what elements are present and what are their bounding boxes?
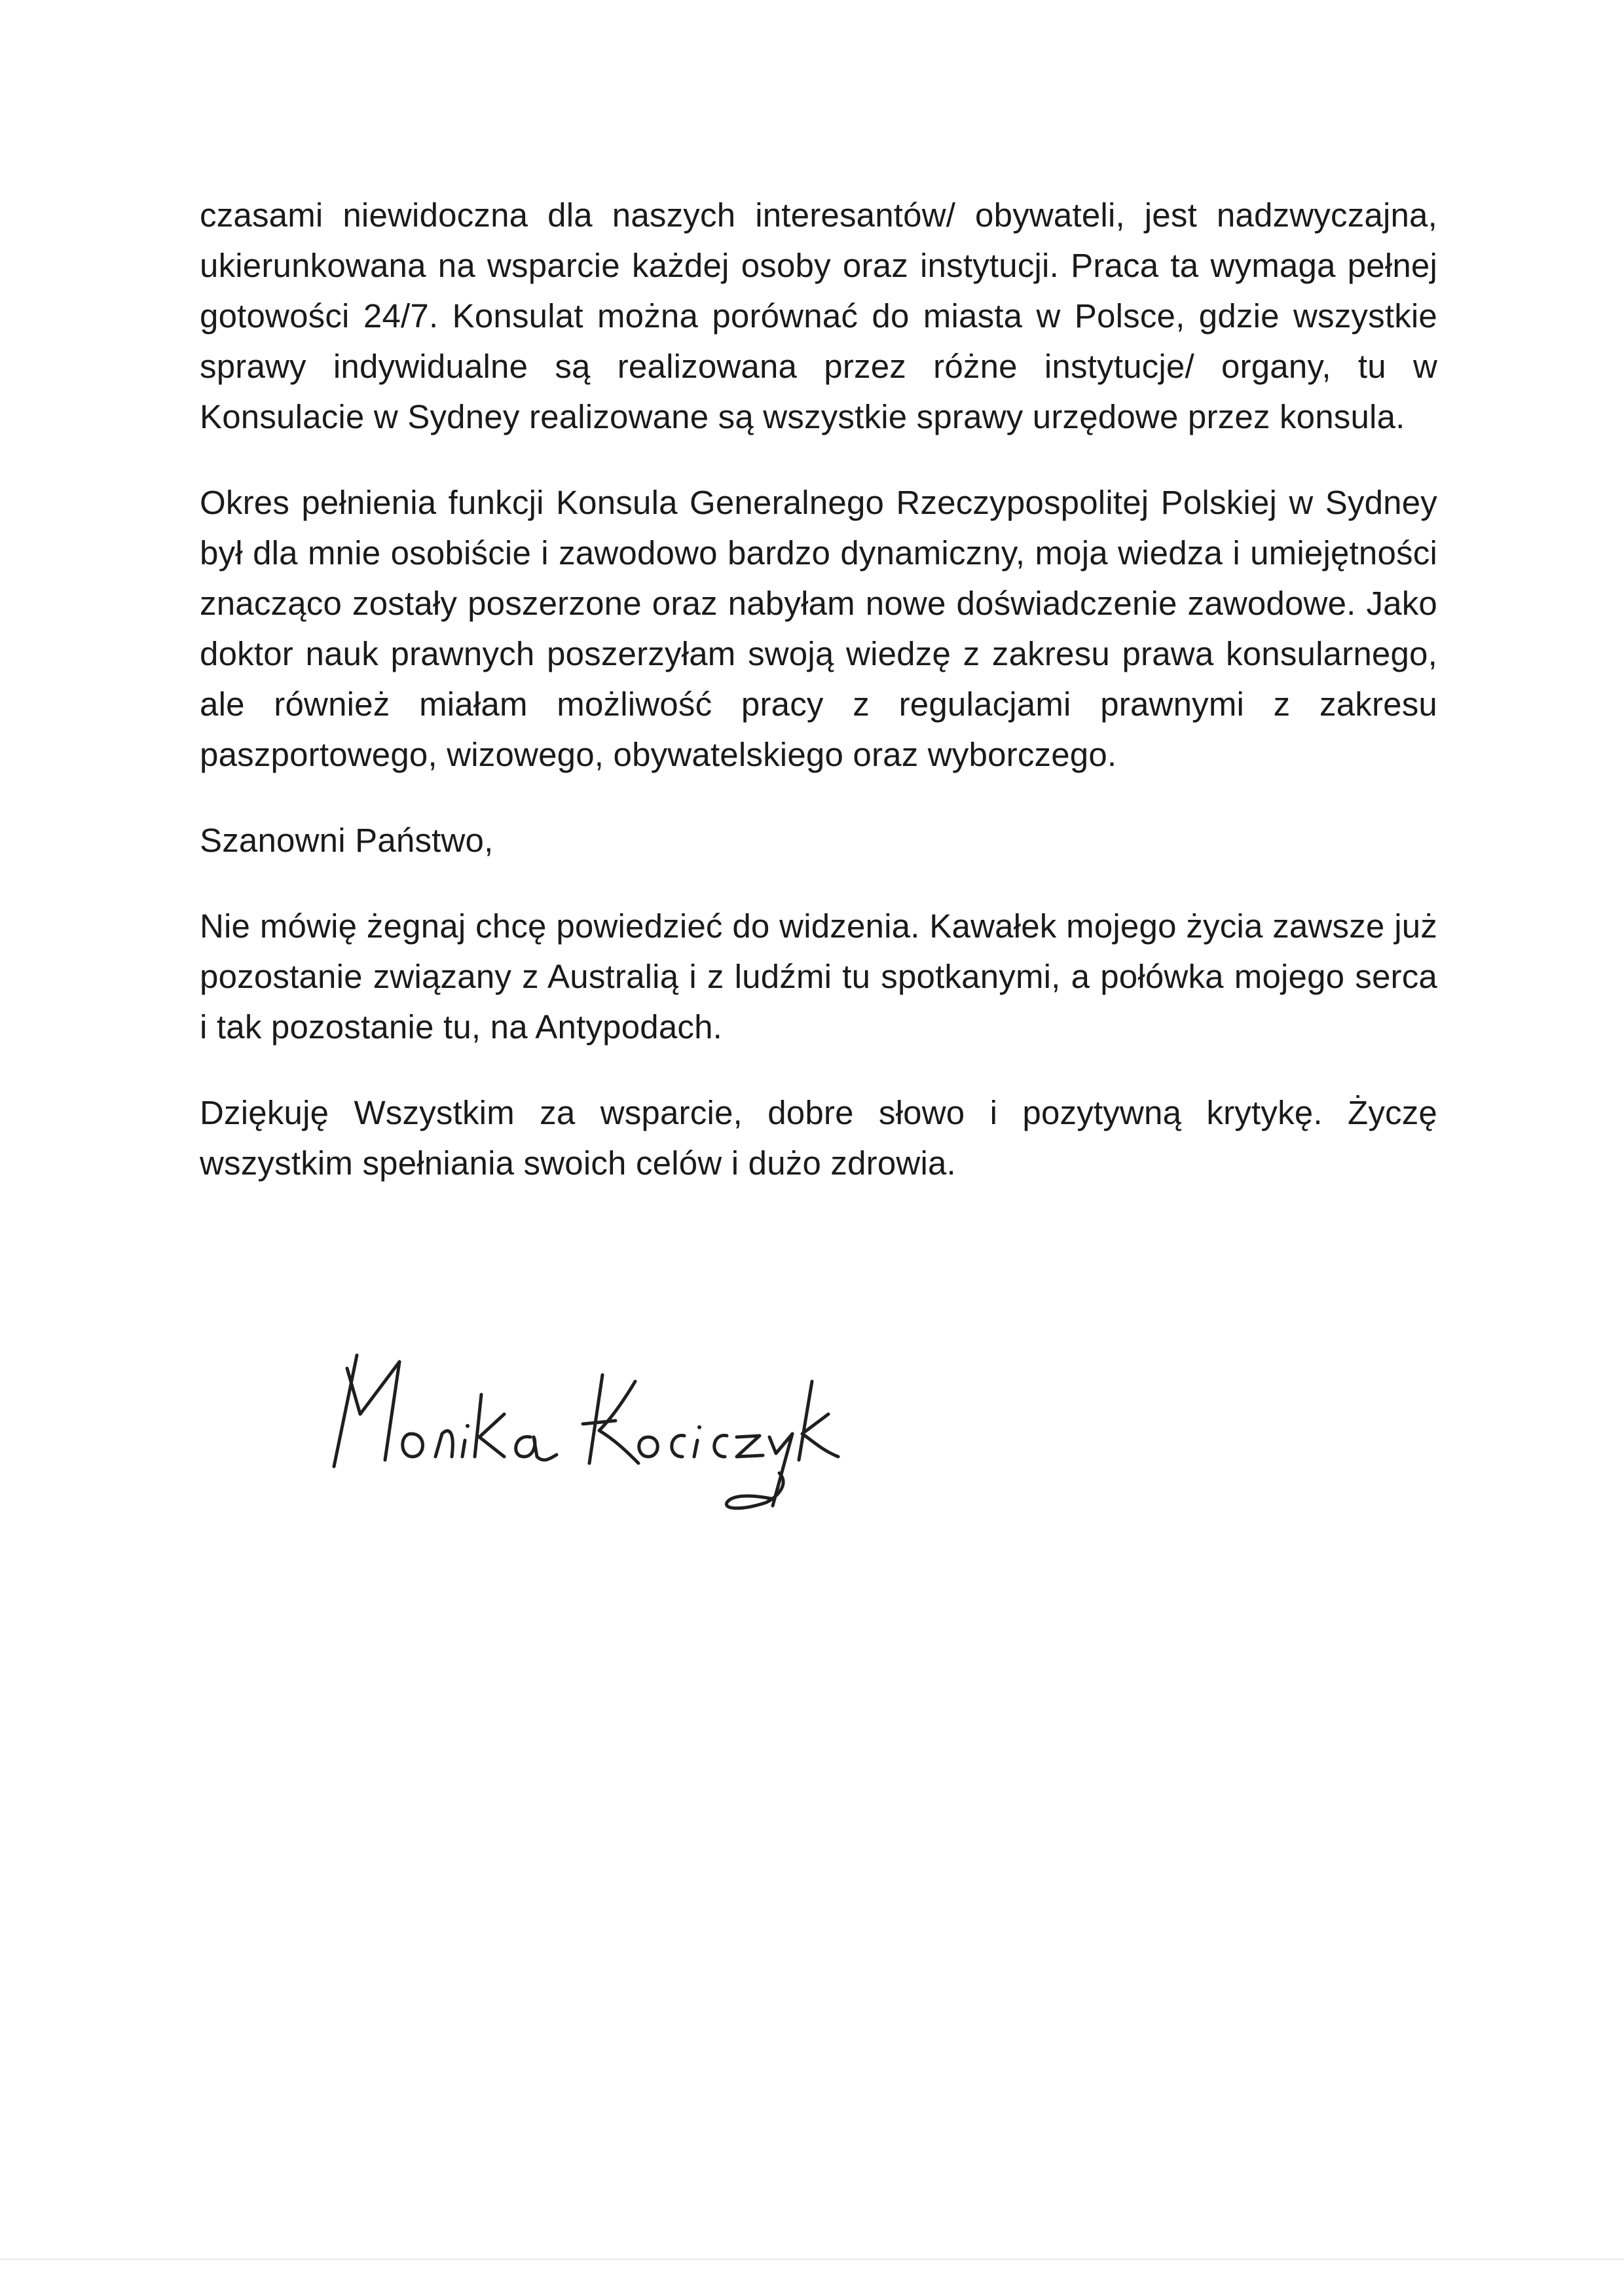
paragraph-farewell: Nie mówię żegnaj chcę powiedzieć do widzenia. Kawałek mojego życia zawsze już pozostanie związany z Australią i z ludźmi tu spotkanymi, a połówka mojego serca i tak pozostanie tu, na Antypodach.: [200, 907, 1437, 1046]
paragraph-thanks: Dziękuję Wszystkim za wsparcie, dobre słowo i pozytywną krytykę. Życzę wszystkim spełniania swoich celów i dużo zdrowia.: [200, 1094, 1437, 1182]
salutation: Szanowni Państwo,: [200, 822, 494, 859]
letter-body: [200, 190, 1437, 1188]
paragraph-consul-term: Okres pełnienia funkcji Konsula Generalnego Rzeczypospolitej Polskiej w Sydney był dla mnie osobiście i zawodowo bardzo dynamiczny, moja wiedza i umiejętności znacząco zostały poszerzone oraz nabyłam nowe doświadczenie zawodowe. Jako doktor nauk prawnych poszerzyłam swoją wiedzę z zakresu prawa konsularnego, ale również miałam możliwość pracy z regulacjami prawnymi z zakresu paszportowego, wizowego, obywatelskiego oraz wyborczego.: [200, 484, 1437, 773]
handwritten-signature: [308, 1316, 858, 1512]
scan-edge-line: [0, 2259, 1624, 2260]
paragraph-consulate-work: czasami niewidoczna dla naszych interesantów/ obywateli, jest nadzwyczajna, ukierunkowana na wsparcie każdej osoby oraz instytucji. Praca ta wymaga pełnej gotowości 24/7. Konsulat można porównać do miasta w Polsce, gdzie wszystkie sprawy indywidualne są realizowana przez różne instytucje/ organy, tu w Konsulacie w Sydney realizowane są wszystkie sprawy urzędowe przez konsula.: [200, 196, 1437, 435]
